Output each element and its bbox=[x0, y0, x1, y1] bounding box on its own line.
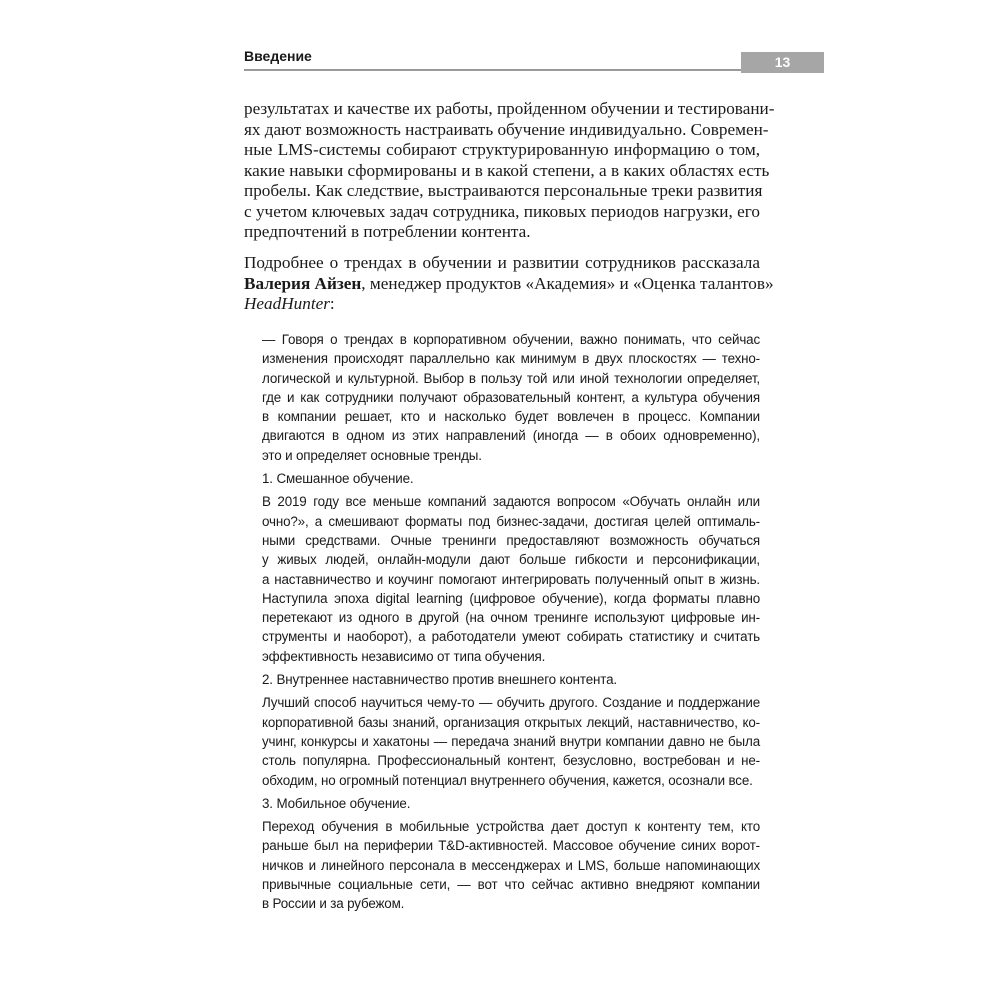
speaker-name: Валерия Айзен bbox=[244, 273, 362, 293]
paragraph-2 bbox=[244, 253, 774, 315]
quote-line: раньше был на периферии T&D-активностей. Массовое обучение синих ворот- bbox=[262, 838, 760, 854]
trend-2-body bbox=[262, 693, 760, 789]
quote-line: В 2019 году все меньше компаний задаются вопросом «Обучать онлайн или bbox=[262, 494, 760, 510]
trend-2-title bbox=[262, 670, 760, 689]
quote-line: — Говоря о трендах в корпоративном обучении, важно понимать, что сейчас bbox=[262, 332, 760, 347]
speaker-role: , менеджер продуктов «Академия» и «Оценка талантов» bbox=[361, 273, 774, 293]
quote-line: струменты и наоборот), а работодатели умеют собирать статистику и считать bbox=[262, 629, 760, 645]
quote-line: изменения происходят параллельно как минимум в двух плоскостях — техно- bbox=[262, 351, 760, 367]
quote-intro bbox=[262, 330, 760, 465]
interview-quote bbox=[262, 330, 760, 918]
quote-line: очно?», а смешивают форматы под бизнес-задачи, достигая целей оптималь- bbox=[262, 513, 760, 529]
page-number: 13 bbox=[741, 52, 824, 73]
text-line: предпочтений в потреблении контента. bbox=[244, 222, 531, 241]
header-rule bbox=[244, 69, 744, 71]
text-line bbox=[244, 273, 774, 295]
text-line: ные LMS-системы собирают структурированную информацию о том, bbox=[244, 140, 760, 159]
quote-line: Наступила эпоха digital learning (цифровое обучение), когда форматы плавно bbox=[262, 590, 760, 606]
trend-3-title bbox=[262, 794, 760, 813]
quote-line: в компании решает, кто и насколько будет вовлечен в процесс. Компании bbox=[262, 409, 760, 425]
trend-3-body bbox=[262, 817, 760, 913]
quote-line: перетекают из одного в другой (на очном тренинге используют цифровые ин- bbox=[262, 610, 760, 626]
quote-line: привычные социальные сети, — вот что сейчас активно внедряют компании bbox=[262, 877, 760, 893]
quote-line: эффективность независимо от типа обучения. bbox=[262, 648, 546, 664]
trend-title: 3. Мобильное обучение. bbox=[262, 795, 411, 811]
quote-line: а наставничество и коучинг помогают интегрировать полученный опыт в жизнь. bbox=[262, 571, 760, 587]
quote-line: Переход обучения в мобильные устройства дает доступ к контенту тем, кто bbox=[262, 819, 760, 835]
quote-line: это и определяет основные тренды. bbox=[262, 447, 482, 463]
trend-title: 2. Внутреннее наставничество против внешнего контента. bbox=[262, 672, 618, 688]
quote-line: Лучший способ научиться чему-то — обучить другого. Создание и поддержание bbox=[262, 695, 760, 711]
quote-line: у живых людей, онлайн-модули дают больше гибкости и персонификации, bbox=[262, 552, 760, 568]
quote-line: ничков и линейного персонала в мессенджерах и LMS, больше напоминающих bbox=[262, 857, 760, 873]
quote-line: столь популярна. Профессиональный контент, безусловно, востребован и не- bbox=[262, 753, 760, 769]
text-line: с учетом ключевых задач сотрудника, пиковых периодов нагрузки, его bbox=[244, 201, 760, 221]
text-line: ях дают возможность настраивать обучение индивидуально. Современ- bbox=[244, 119, 769, 139]
quote-line: в России и за рубежом. bbox=[262, 896, 405, 912]
company-name: HeadHunter bbox=[244, 294, 330, 313]
quote-line: ными средствами. Очные тренинги предоставляют возможность обучаться bbox=[262, 532, 760, 548]
quote-line: обходим, но огромный потенциал внутреннего обучения, кажется, осознали все. bbox=[262, 772, 753, 788]
text-line: результатах и качестве их работы, пройденном обучении и тестировани- bbox=[244, 99, 775, 118]
section-title: Введение bbox=[244, 48, 312, 64]
quote-line: учинг, конкурсы и хакатоны — передача знаний внутри компании давно не была bbox=[262, 733, 760, 749]
quote-line: логической и культурной. Выбор в пользу той или иной технологии определяет, bbox=[262, 370, 760, 386]
text-line: пробелы. Как следствие, выстраиваются персональные треки развития bbox=[244, 181, 763, 200]
quote-line: корпоративной базы знаний, организация открытых лекций, наставничество, ко- bbox=[262, 714, 760, 730]
trend-1-body bbox=[262, 492, 760, 666]
paragraph-1 bbox=[244, 99, 775, 243]
text-line: какие навыки сформированы и в какой степени, а в каких областях есть bbox=[244, 160, 770, 180]
colon: : bbox=[329, 294, 335, 313]
text-line bbox=[244, 294, 760, 315]
trend-1-title bbox=[262, 469, 760, 488]
quote-line: двигаются в одном из этих направлений (иногда — в обоих одновременно), bbox=[262, 428, 760, 444]
quote-line: где и как сотрудники получают образовательный контент, а культура обучения bbox=[262, 389, 760, 405]
text-line: Подробнее о трендах в обучении и развитии сотрудников рассказала bbox=[244, 253, 760, 272]
trend-title: 1. Смешанное обучение. bbox=[262, 471, 414, 487]
